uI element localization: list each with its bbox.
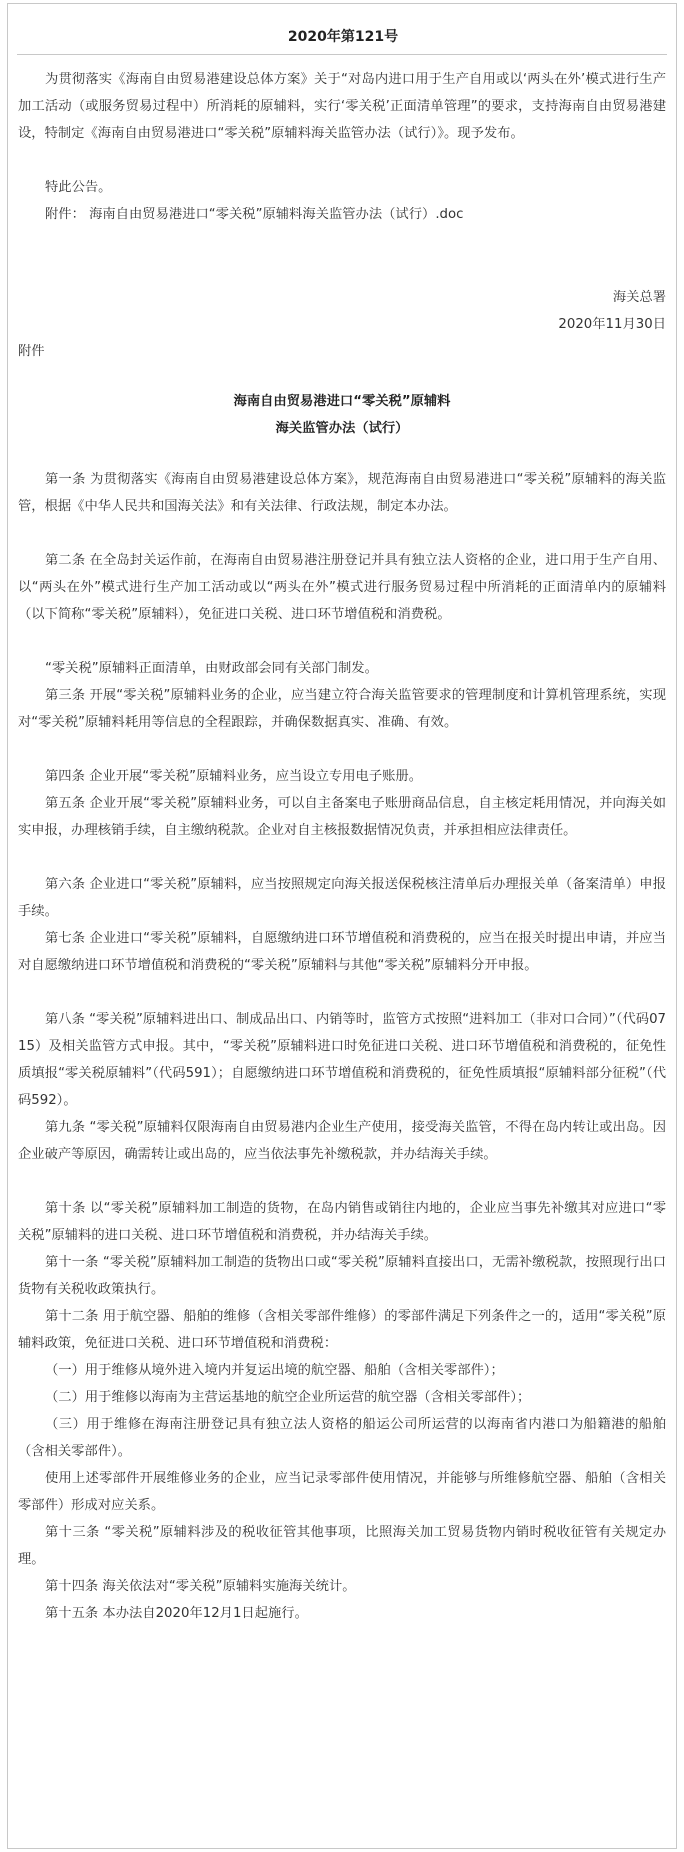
announcement-attachment-link[interactable]: 附件： 海南自由贸易港进口“零关税”原辅料海关监管办法（试行）.doc [45,207,464,222]
doc-title-line1: 海南自由贸易港进口“零关税”原辅料 [233,394,451,409]
signer: 海关总署 [612,290,666,305]
announcement-intro: 为贯彻落实《海南自由贸易港建设总体方案》关于“对岛内进口用于生产自用或以‘两头在外’模式进行生产加工活动（或服务贸易过程中）所消耗的原辅料，实行‘零关税’正面清单管理”的要求，支持海南自由贸易港建设，特制定《海南自由贸易港进口“零关税”原辅料海关监管办法（试行）》。现予发布。 [18,72,666,141]
appendix-label: 附件 [18,344,45,359]
article-1: 第一条 为贯彻落实《海南自由贸易港建设总体方案》，规范海南自由贸易港进口“零关税”原辅料的海关监管，根据《中华人民共和国海关法》和有关法律、行政法规，制定本办法。 [18,472,666,514]
article-10: 第十条 以“零关税”原辅料加工制造的货物，在岛内销售或销往内地的，企业应当事先补缴其对应进口“零关税”原辅料的进口关税、进口环节增值税和消费税，并办结海关手续。 [18,1201,666,1243]
doc-title-line2: 海关监管办法（试行） [275,421,409,436]
article-3: 第三条 开展“零关税”原辅料业务的企业，应当建立符合海关监管要求的管理制度和计算机管理系统，实现对“零关税”原辅料耗用等信息的全程跟踪，并确保数据真实、准确、有效。 [18,688,666,730]
article-12: 第十二条 用于航空器、船舶的维修（含相关零部件维修）的零部件满足下列条件之一的，适用“零关税”原辅料政策，免征进口关税、进口环节增值税和消费税： [18,1309,666,1351]
article-4: 第四条 企业开展“零关税”原辅料业务，应当设立专用电子账册。 [45,769,423,784]
article-12-item-2: （二）用于维修以海南为主营运基地的航空企业所运营的航空器（含相关零部件）； [45,1390,531,1405]
article-14: 第十四条 海关依法对“零关税”原辅料实施海关统计。 [45,1579,356,1594]
announcement-notice: 特此公告。 [45,180,112,195]
document-frame [7,3,677,1849]
article-11: 第十一条 “零关税”原辅料加工制造的货物出口或“零关税”原辅料直接出口，无需补缴税款，按照现行出口货物有关税收政策执行。 [18,1255,666,1297]
article-2: 第二条 在全岛封关运作前，在海南自由贸易港注册登记并具有独立法人资格的企业，进口用于生产自用、以“两头在外”模式进行生产加工活动或以“两头在外”模式进行服务贸易过程中所消耗的正面清单内的原辅料（以下简称“零关税”原辅料），免征进口关税、进口环节增值税和消费税。 [18,553,666,622]
article-9: 第九条 “零关税”原辅料仅限海南自由贸易港内企业生产使用，接受海关监管，不得在岛内转让或出岛。因企业破产等原因，确需转让或出岛的，应当依法事先补缴税款，并办结海关手续。 [18,1120,666,1162]
announcement-date: 2020年11月30日 [558,317,666,332]
article-12-item-1: （一）用于维修从境外进入境内并复运出境的航空器、船舶（含相关零部件）； [45,1363,504,1378]
article-15: 第十五条 本办法自2020年12月1日起施行。 [45,1606,308,1621]
article-7: 第七条 企业进口“零关税”原辅料，自愿缴纳进口环节增值税和消费税的，应当在报关时提出申请，并应当对自愿缴纳进口环节增值税和消费税的“零关税”原辅料与其他“零关税”原辅料分开申报。 [18,931,666,973]
article-2-note: “零关税”原辅料正面清单，由财政部会同有关部门制发。 [45,661,378,676]
article-8: 第八条 “零关税”原辅料进出口、制成品出口、内销等时，监管方式按照“进料加工（非对口合同）”（代码0715）及相关监管方式申报。其中，“零关税”原辅料进口时免征进口关税、进口环节增值税和消费税的，征免性质填报“零关税原辅料”（代码591）；自愿缴纳进口环节增值税和消费税的，征免性质填报“原辅料部分征税”（代码592）。 [18,1012,666,1108]
article-12-note: 使用上述零部件开展维修业务的企业，应当记录零部件使用情况，并能够与所维修航空器、船舶（含相关零部件）形成对应关系。 [18,1471,666,1513]
article-12-item-3: （三）用于维修在海南注册登记具有独立法人资格的船运公司所运营的以海南省内港口为船籍港的船舶（含相关零部件）。 [18,1417,666,1459]
article-6: 第六条 企业进口“零关税”原辅料，应当按照规定向海关报送保税核注清单后办理报关单（备案清单）申报手续。 [18,877,666,919]
announcement-number: 2020年第121号 [287,29,399,45]
article-5: 第五条 企业开展“零关税”原辅料业务，可以自主备案电子账册商品信息，自主核定耗用情况，并向海关如实申报，办理核销手续，自主缴纳税款。企业对自主核报数据情况负责，并承担相应法律责任。 [18,796,666,838]
header-divider [17,54,667,55]
article-13: 第十三条 “零关税”原辅料涉及的税收征管其他事项，比照海关加工贸易货物内销时税收征管有关规定办理。 [18,1525,666,1567]
